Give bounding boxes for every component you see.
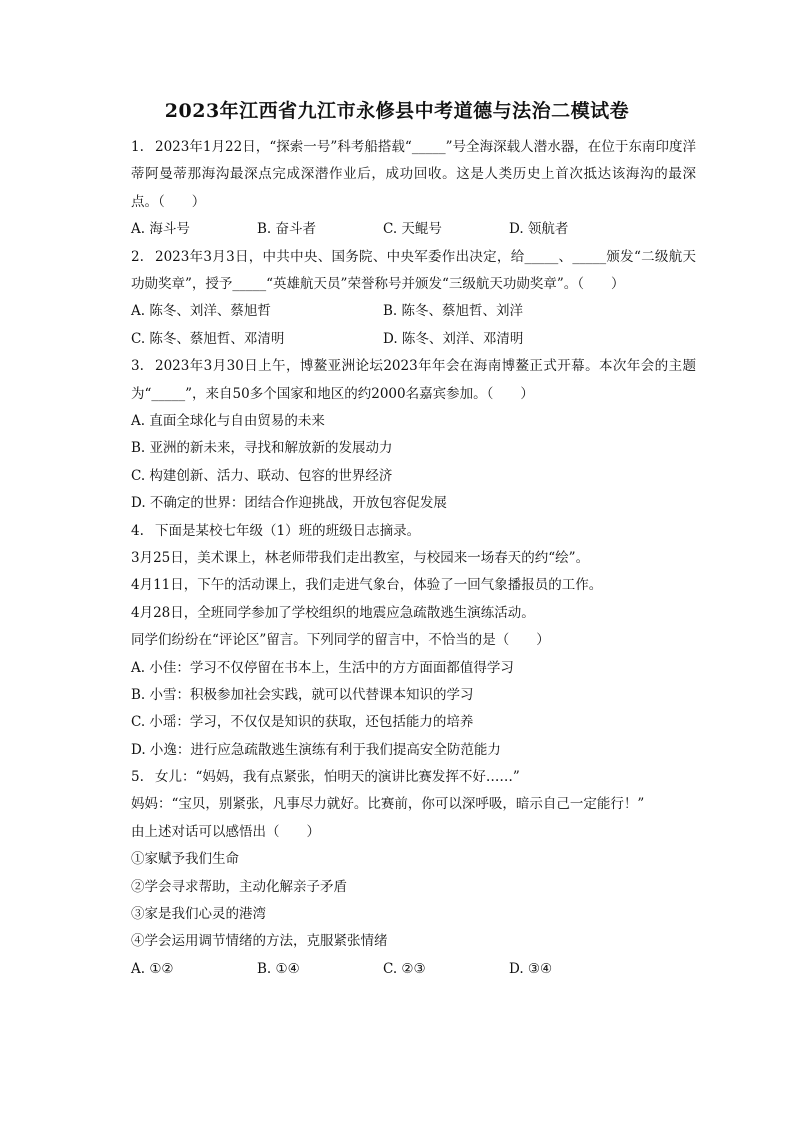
option-d: D. 不确定的世界：团结合作迎挑战，开放包容促发展 <box>131 495 447 512</box>
option-b: B. 亚洲的新未来，寻找和解放新的发展动力 <box>131 440 393 457</box>
question-3 <box>131 353 696 408</box>
diary-entry-1: 3月25日，美术课上，林老师带我们走出教室，与校园来一场春天的约“绘”。 <box>131 549 590 566</box>
question-number: 2. <box>131 248 144 265</box>
question-2-options-row-1 <box>131 298 696 325</box>
question-2 <box>131 244 696 299</box>
question-prompt: 由上述对话可以感悟出（ ） <box>131 823 320 840</box>
question-5 <box>131 764 696 791</box>
question-stem: 女儿：“妈妈，我有点紧张，怕明天的演讲比赛发挥不好……” <box>155 769 520 786</box>
question-stem: 2023年3月3日，中共中央、国务院、中央军委作出决定，给_____、_____颁发“二级航天功勋奖章”，授予_____“英雄航天员”荣誉称号并颁发“三级航天功勋奖章”。（ ） <box>131 248 696 293</box>
question-stem: 下面是某校七年级（1）班的班级日志摘录。 <box>155 522 421 539</box>
question-1-options <box>131 216 696 243</box>
option-a: A. 陈冬、刘洋、蔡旭哲 <box>131 303 271 320</box>
question-number: 4. <box>131 522 144 539</box>
question-number: 5. <box>131 769 144 786</box>
question-number: 1. <box>131 139 144 155</box>
option-b: B. 陈冬、蔡旭哲、刘洋 <box>383 303 524 320</box>
diary-entry-3: 4月28日，全班同学参加了学校组织的地震应急疏散逃生演练活动。 <box>131 604 535 621</box>
question-4 <box>131 518 696 545</box>
question-stem: 2023年3月30日上午，博鳌亚洲论坛2023年年会在海南博鳌正式开幕。本次年会的主题为“_____”，来自50多个国家和地区的约2000名嘉宾参加。（ ） <box>131 358 696 402</box>
question-number: 3. <box>131 358 144 375</box>
option-a: A. ①② <box>131 960 174 977</box>
option-b: B. ①④ <box>257 960 300 977</box>
statement-2: ②学会寻求帮助，主动化解亲子矛盾 <box>131 878 347 895</box>
page-title: 2023年江西省九江市永修县中考道德与法治二模试卷 <box>164 100 630 122</box>
option-a: A. 海斗号 <box>131 221 190 238</box>
question-5-options <box>131 956 696 983</box>
dialogue-mother: 妈妈：“宝贝，别紧张，凡事尽力就好。比赛前，你可以深呼吸，暗示自己一定能行！” <box>131 796 645 813</box>
option-c: C. ②③ <box>383 960 426 977</box>
option-d: D. 领航者 <box>509 221 569 238</box>
option-a: A. 小佳：学习不仅停留在书本上，生活中的方方面面都值得学习 <box>131 659 514 676</box>
question-1 <box>131 134 696 216</box>
option-a: A. 直面全球化与自由贸易的未来 <box>131 413 325 430</box>
statement-1: ①家赋予我们生命 <box>131 851 239 868</box>
statement-4: ④学会运用调节情绪的方法，克服紧张情绪 <box>131 933 388 950</box>
option-d: D. 陈冬、刘洋、邓清明 <box>383 330 524 347</box>
question-2-options-row-2 <box>131 326 696 353</box>
option-c: C. 天鲲号 <box>383 221 442 238</box>
question-prompt: 同学们纷纷在“评论区”留言。下列同学的留言中，不恰当的是（ ） <box>131 632 550 649</box>
question-list <box>131 134 696 983</box>
option-b: B. 奋斗者 <box>257 221 317 238</box>
option-d: D. ③④ <box>509 960 553 977</box>
diary-entry-2: 4月11日，下午的活动课上，我们走进气象台，体验了一回气象播报员的工作。 <box>131 577 603 594</box>
option-c: C. 小瑶：学习，不仅仅是知识的获取，还包括能力的培养 <box>131 714 474 731</box>
option-c: C. 构建创新、活力、联动、包容的世界经济 <box>131 467 393 484</box>
option-b: B. 小雪：积极参加社会实践，就可以代替课本知识的学习 <box>131 686 474 703</box>
statement-3: ③家是我们心灵的港湾 <box>131 906 266 923</box>
question-stem: 2023年1月22日，“探索一号”科考船搭载“_____”号全海深载人潜水器，在位于东南印度洋蒂阿曼蒂那海沟最深点完成深潜作业后，成功回收。这是人类历史上首次抵达该海沟的最深点。（ ） <box>131 139 696 210</box>
option-c: C. 陈冬、蔡旭哲、邓清明 <box>131 330 285 347</box>
option-d: D. 小逸：进行应急疏散逃生演练有利于我们提高安全防范能力 <box>131 741 501 758</box>
